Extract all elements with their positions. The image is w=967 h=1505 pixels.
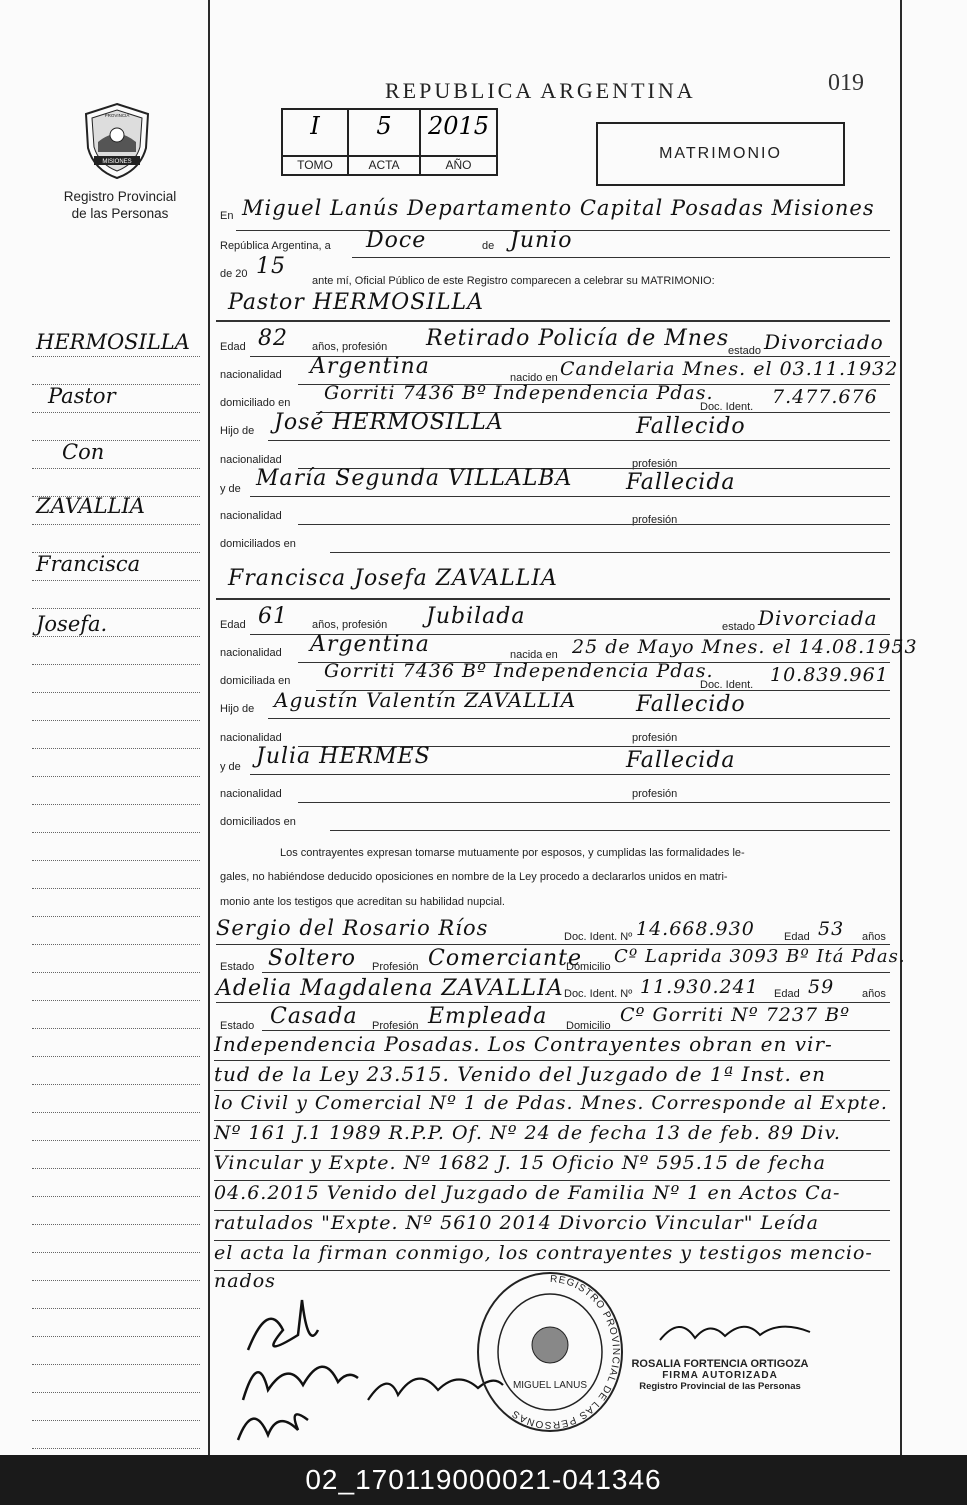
witness-2-age: 59 <box>808 976 835 998</box>
left-dotted-line <box>32 720 200 721</box>
left-name-3: Con <box>62 440 105 464</box>
line <box>250 496 890 497</box>
label-estado: estado <box>728 345 762 357</box>
groom-profession: Retirado Policía de Mnes <box>426 326 730 351</box>
label-nacionalidad: nacionalidad <box>220 454 282 466</box>
left-dotted-line <box>32 692 200 693</box>
registry-name <box>30 188 210 222</box>
tomo-cell <box>283 110 349 174</box>
label-de: de <box>482 240 495 252</box>
witness-1-status: Soltero <box>268 946 356 971</box>
left-dotted-line <box>32 524 200 525</box>
bride-mother-status: Fallecida <box>626 748 736 773</box>
label-profesion2: Profesión <box>372 1020 419 1032</box>
line <box>330 830 890 831</box>
left-dotted-line <box>32 1364 200 1365</box>
bride-nationality: Argentina <box>310 632 430 657</box>
witness-1-age: 53 <box>818 918 845 940</box>
label-doc-ident: Doc. Ident. <box>700 679 754 691</box>
note-line-2: tud de la Ley 23.515. Venido del Juzgado de 1ª Inst. en <box>214 1062 826 1086</box>
groom-nationality: Argentina <box>310 354 430 379</box>
note-line-7: ratulados "Expte. Nº 5610 2014 Divorcio Vincular" Leída <box>214 1212 819 1234</box>
signature-2 <box>243 1367 358 1400</box>
registry-stamp <box>475 1270 625 1435</box>
label-nacionalidad: nacionalidad <box>220 510 282 522</box>
label-nacionalidad: nacionalidad <box>220 369 282 381</box>
left-dotted-line <box>32 888 200 889</box>
line <box>352 257 890 258</box>
line <box>216 944 890 945</box>
anio-value: 2015 <box>427 112 490 140</box>
line <box>216 320 890 322</box>
left-dotted-line <box>32 580 200 581</box>
left-name-5: Francisca <box>36 552 141 576</box>
line <box>262 1030 890 1031</box>
line <box>214 1210 890 1211</box>
line <box>214 1060 890 1061</box>
note-line-1: Independencia Posadas. Los Contrayentes obran en vir- <box>214 1032 833 1056</box>
line <box>214 1090 890 1091</box>
line <box>250 774 890 775</box>
line <box>298 802 890 803</box>
label-nacionalidad: nacionalidad <box>220 788 282 800</box>
groom-mother-status: Fallecida <box>626 470 736 495</box>
left-dotted-line <box>32 748 200 749</box>
stamp-center-text: MIGUEL LANUS <box>512 1380 588 1391</box>
tomo-value: I <box>310 112 320 140</box>
stamp-ring-text: REGISTRO PROVINCIAL DE LAS PERSONAS <box>509 1273 621 1431</box>
label-profesion: profesión <box>632 788 678 800</box>
left-dotted-line <box>32 1168 200 1169</box>
left-dotted-line <box>32 860 200 861</box>
line <box>214 1240 890 1241</box>
witness-2-address: Cº Gorriti Nº 7237 Bº <box>620 1004 851 1026</box>
left-dotted-line <box>32 1280 200 1281</box>
left-dotted-line <box>32 1448 200 1449</box>
groom-address: Gorriti 7436 Bº Independencia Pdas. <box>324 382 714 404</box>
line <box>214 1180 890 1181</box>
left-dotted-line <box>32 1028 200 1029</box>
note-line-5: Vincular y Expte. Nº 1682 J. 15 Oficio Nº 595.15 de fecha <box>214 1152 826 1174</box>
act-type-box: MATRIMONIO <box>596 122 845 186</box>
signature-1 <box>248 1300 318 1350</box>
right-margin-rule <box>900 0 902 1455</box>
label-hijo-de: Hijo de <box>220 703 255 715</box>
label-domiciliado: domiciliado en <box>220 397 291 409</box>
country-title: REPUBLICA ARGENTINA <box>385 78 696 103</box>
left-name-4: ZAVALLIA <box>36 494 145 518</box>
bride-father-status: Fallecido <box>636 692 746 717</box>
left-dotted-line <box>32 1140 200 1141</box>
line <box>330 552 890 553</box>
label-edad: Edad <box>220 619 246 631</box>
label-estado2: Estado <box>220 1020 255 1032</box>
official-name: ROSALIA FORTENCIA ORTIGOZA <box>631 1358 809 1370</box>
acta-value: 5 <box>376 112 392 140</box>
left-dotted-line <box>32 804 200 805</box>
label-domiciliada: domiciliada en <box>220 675 291 687</box>
anio-label: AÑO <box>421 155 496 174</box>
label-edad: Edad <box>774 988 800 1000</box>
left-dotted-line <box>32 832 200 833</box>
witness-2-name: Adelia Magdalena ZAVALLIA <box>216 976 564 1001</box>
left-dotted-line <box>32 468 200 469</box>
label-anos-profesion: años, profesión <box>312 341 388 353</box>
label-y-de: y de <box>220 761 241 773</box>
left-name-1: HERMOSILLA <box>36 330 190 354</box>
groom-mother: María Segunda VILLALBA <box>256 466 573 491</box>
note-line-3: lo Civil y Comercial Nº 1 de Pdas. Mnes. Corresponde al Expte. <box>214 1092 888 1114</box>
folio-number: 019 <box>828 70 864 96</box>
bride-name: Francisca Josefa ZAVALLIA <box>228 566 558 591</box>
witness-2-status: Casada <box>270 1004 358 1029</box>
left-dotted-line <box>32 916 200 917</box>
left-dotted-line <box>32 1420 200 1421</box>
signature-3 <box>238 1414 308 1440</box>
left-dotted-line <box>32 664 200 665</box>
bride-profession: Jubilada <box>426 604 526 629</box>
seal-text-bottom: MISIONES <box>102 159 132 165</box>
note-line-9: nados <box>214 1270 276 1292</box>
anio-cell <box>421 110 496 174</box>
line <box>216 598 890 600</box>
groom-birth: Candelaria Mnes. el 03.11.1932 <box>560 358 899 380</box>
left-dotted-line <box>32 972 200 973</box>
groom-father-status: Fallecido <box>636 414 746 439</box>
bride-mother: Julia HERMES <box>256 744 431 769</box>
left-dotted-line <box>32 776 200 777</box>
label-de20: de 20 <box>220 268 248 280</box>
official-org: Registro Provincial de las Personas <box>639 1381 801 1392</box>
note-line-6: 04.6.2015 Venido del Juzgado de Familia Nº 1 en Actos Ca- <box>214 1182 841 1204</box>
groom-father: José HERMOSILLA <box>274 410 504 435</box>
label-doc-ident-n: Doc. Ident. Nº <box>564 931 633 943</box>
footer-code: 02_170119000021-041346 <box>0 1455 967 1505</box>
official-title: FIRMA AUTORIZADA <box>662 1370 778 1381</box>
bride-address: Gorriti 7436 Bº Independencia Pdas. <box>324 660 714 682</box>
misiones-seal-icon <box>80 100 154 182</box>
label-domicilio: Domicilio <box>566 961 611 973</box>
label-edad: Edad <box>220 341 246 353</box>
left-dotted-line <box>32 636 200 637</box>
witness-1-address: Cº Laprida 3093 Bº Itá Pdas. <box>614 946 906 967</box>
label-anos: años <box>862 931 886 943</box>
left-dotted-line <box>32 1252 200 1253</box>
left-dotted-line <box>32 944 200 945</box>
acta-cell <box>349 110 421 174</box>
note-line-4: Nº 161 J.1 1989 R.P.P. Of. Nº 24 de fecha 13 de feb. 89 Div. <box>214 1122 841 1144</box>
groom-name: Pastor HERMOSILLA <box>228 290 485 315</box>
declaration-line-3: monio ante los testigos que acreditan su habilidad nupcial. <box>220 896 505 908</box>
note-line-8: el acta la firman conmigo, los contrayentes y testigos mencio- <box>214 1242 873 1264</box>
witness-1-name: Sergio del Rosario Ríos <box>216 916 489 940</box>
groom-doc: 7.477.676 <box>772 386 878 408</box>
label-anos: años <box>862 988 886 1000</box>
left-dotted-line <box>32 1336 200 1337</box>
label-doc-ident-n: Doc. Ident. Nº <box>564 988 633 1000</box>
left-dotted-line <box>32 1196 200 1197</box>
line <box>268 718 890 719</box>
official-block <box>620 1318 820 1392</box>
label-profesion: profesión <box>632 732 678 744</box>
label-ante-mi: ante mí, Oficial Público de este Registro comparecen a celebrar su MATRIMONIO: <box>312 275 715 287</box>
registration-box <box>281 108 498 176</box>
act-month: Junio <box>510 228 573 253</box>
act-year: 15 <box>256 254 286 279</box>
line <box>214 1150 890 1151</box>
label-domicilio: Domicilio <box>566 1020 611 1032</box>
label-y-de: y de <box>220 483 241 495</box>
left-dotted-line <box>32 1084 200 1085</box>
line <box>298 524 890 525</box>
witness-1-profession: Comerciante <box>428 946 582 971</box>
label-en: En <box>220 210 234 222</box>
left-dotted-line <box>32 412 200 413</box>
left-dotted-line <box>32 1056 200 1057</box>
groom-status: Divorciado <box>764 330 884 354</box>
registry-line-2: de las Personas <box>71 206 169 221</box>
left-dotted-line <box>32 1308 200 1309</box>
tomo-label: TOMO <box>283 155 347 174</box>
left-dotted-line <box>32 608 200 609</box>
label-estado2: Estado <box>220 961 255 973</box>
witness-2-profession: Empleada <box>428 1004 548 1029</box>
label-profesion: profesión <box>632 458 678 470</box>
bride-birth: 25 de Mayo Mnes. el 14.08.1953 <box>572 636 918 658</box>
label-hijo-de: Hijo de <box>220 425 255 437</box>
groom-age: 82 <box>258 326 288 351</box>
line <box>216 1002 890 1003</box>
left-dotted-line <box>32 1000 200 1001</box>
witness-2-doc: 11.930.241 <box>640 976 759 998</box>
label-anos-profesion: años, profesión <box>312 619 388 631</box>
label-domiciliados: domiciliados en <box>220 816 296 828</box>
act-place: Miguel Lanús Departamento Capital Posadas Misiones <box>242 196 875 220</box>
left-dotted-line <box>32 356 200 357</box>
left-dotted-line <box>32 1112 200 1113</box>
label-profesion2: Profesión <box>372 961 419 973</box>
left-name-6: Josefa. <box>36 612 108 636</box>
label-estado: estado <box>722 621 756 633</box>
label-nacionalidad: nacionalidad <box>220 647 282 659</box>
left-name-2: Pastor <box>48 384 116 408</box>
registry-line-1: Registro Provincial <box>63 189 177 204</box>
label-domiciliados: domiciliados en <box>220 538 296 550</box>
witness-1-doc: 14.668.930 <box>636 918 755 940</box>
seal-text-top: PROVINCIA <box>104 113 130 118</box>
label-doc-ident: Doc. Ident. <box>700 401 754 413</box>
bride-father: Agustín Valentín ZAVALLIA <box>274 688 577 712</box>
act-day: Doce <box>366 228 427 253</box>
declaration-line-2: gales, no habiéndose deducido oposiciones en nombre de la Ley procedo a declararlos unidos en matri- <box>220 871 728 883</box>
left-dotted-line <box>32 1392 200 1393</box>
left-dotted-line <box>32 440 200 441</box>
line <box>262 972 890 973</box>
line <box>268 440 890 441</box>
bride-status: Divorciada <box>758 606 878 630</box>
label-nacido-en: nacido en <box>510 372 558 384</box>
bride-doc: 10.839.961 <box>770 664 889 686</box>
acta-label: ACTA <box>349 155 419 174</box>
label-republica: República Argentina, a <box>220 240 331 252</box>
label-nacida-en: nacida en <box>510 649 558 661</box>
label-profesion: profesión <box>632 514 678 526</box>
label-edad: Edad <box>784 931 810 943</box>
left-dotted-line <box>32 1224 200 1225</box>
line <box>214 1120 890 1121</box>
bride-age: 61 <box>258 604 288 629</box>
label-nacionalidad: nacionalidad <box>220 732 282 744</box>
declaration-line-1: Los contrayentes expresan tomarse mutuamente por esposos, y cumplidas las formalidades le- <box>280 847 745 859</box>
